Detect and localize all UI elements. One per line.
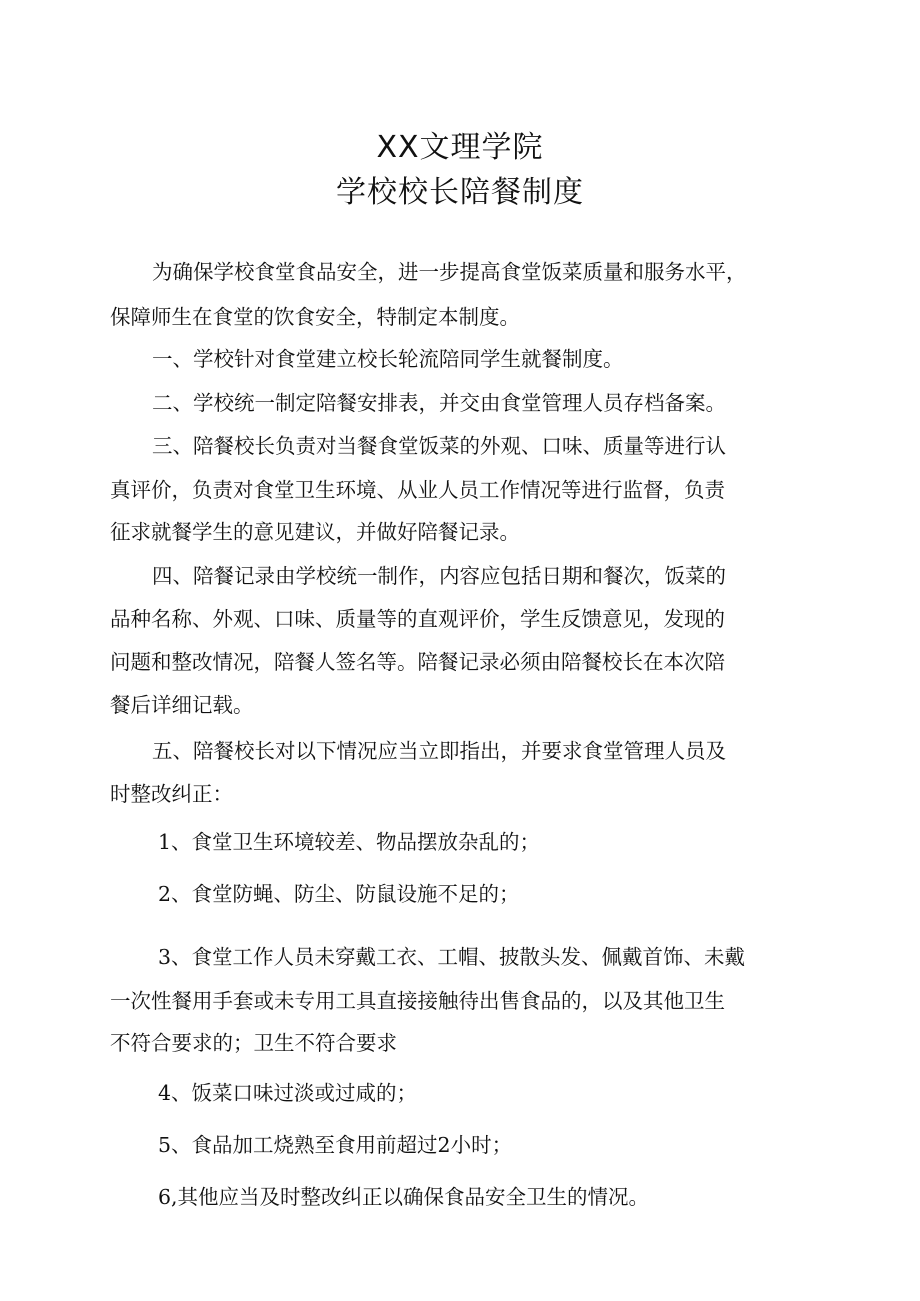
- text-line: 品种名称、外观、口味、质量等的直观评价，学生反馈意见，发现的: [110, 607, 725, 631]
- text-line: 6,其他应当及时整改纠正以确保食品安全卫生的情况。: [158, 1185, 650, 1209]
- page-title-line-1: XX文理学院: [376, 130, 544, 165]
- text-line: 2、食堂防蝇、防尘、防鼠设施不足的；: [158, 882, 520, 906]
- text-line: 不符合要求的；卫生不符合要求: [110, 1031, 397, 1055]
- page-title-line-2: 学校校长陪餐制度: [336, 175, 584, 210]
- text-line: 征求就餐学生的意见建议，并做好陪餐记录。: [110, 520, 520, 544]
- text-line: 五、陪餐校长对以下情况应当立即指出，并要求食堂管理人员及: [152, 739, 726, 763]
- text-line: 1、食堂卫生环境较差、物品摆放杂乱的；: [158, 830, 541, 854]
- text-line: 餐后详细记载。: [110, 693, 254, 717]
- text-line: 4、饭菜口味过淡或过咸的；: [158, 1081, 418, 1105]
- text-line: 为确保学校食堂食品安全，进一步提高食堂饭菜质量和服务水平，: [152, 260, 747, 284]
- text-line: 四、陪餐记录由学校统一制作，内容应包括日期和餐次，饭菜的: [152, 564, 726, 588]
- text-line: 真评价，负责对食堂卫生环境、从业人员工作情况等进行监督，负责: [110, 478, 725, 502]
- text-line: 5、食品加工烧熟至食用前超过2小时；: [158, 1133, 513, 1157]
- text-line: 问题和整改情况，陪餐人签名等。陪餐记录必须由陪餐校长在本次陪: [110, 650, 725, 674]
- text-line: 时整改纠正：: [110, 782, 233, 806]
- text-line: 二、学校统一制定陪餐安排表，并交由食堂管理人员存档备案。: [152, 391, 726, 415]
- text-line: 3、食堂工作人员未穿戴工衣、工帽、披散头发、佩戴首饰、未戴: [158, 945, 746, 969]
- text-line: 保障师生在食堂的饮食安全，特制定本制度。: [110, 305, 520, 329]
- text-line: 一、学校针对食堂建立校长轮流陪同学生就餐制度。: [152, 347, 624, 371]
- text-line: 三、陪餐校长负责对当餐食堂饭菜的外观、口味、质量等进行认: [152, 434, 726, 458]
- text-line: 一次性餐用手套或未专用工具直接接触待出售食品的，以及其他卫生: [110, 989, 725, 1013]
